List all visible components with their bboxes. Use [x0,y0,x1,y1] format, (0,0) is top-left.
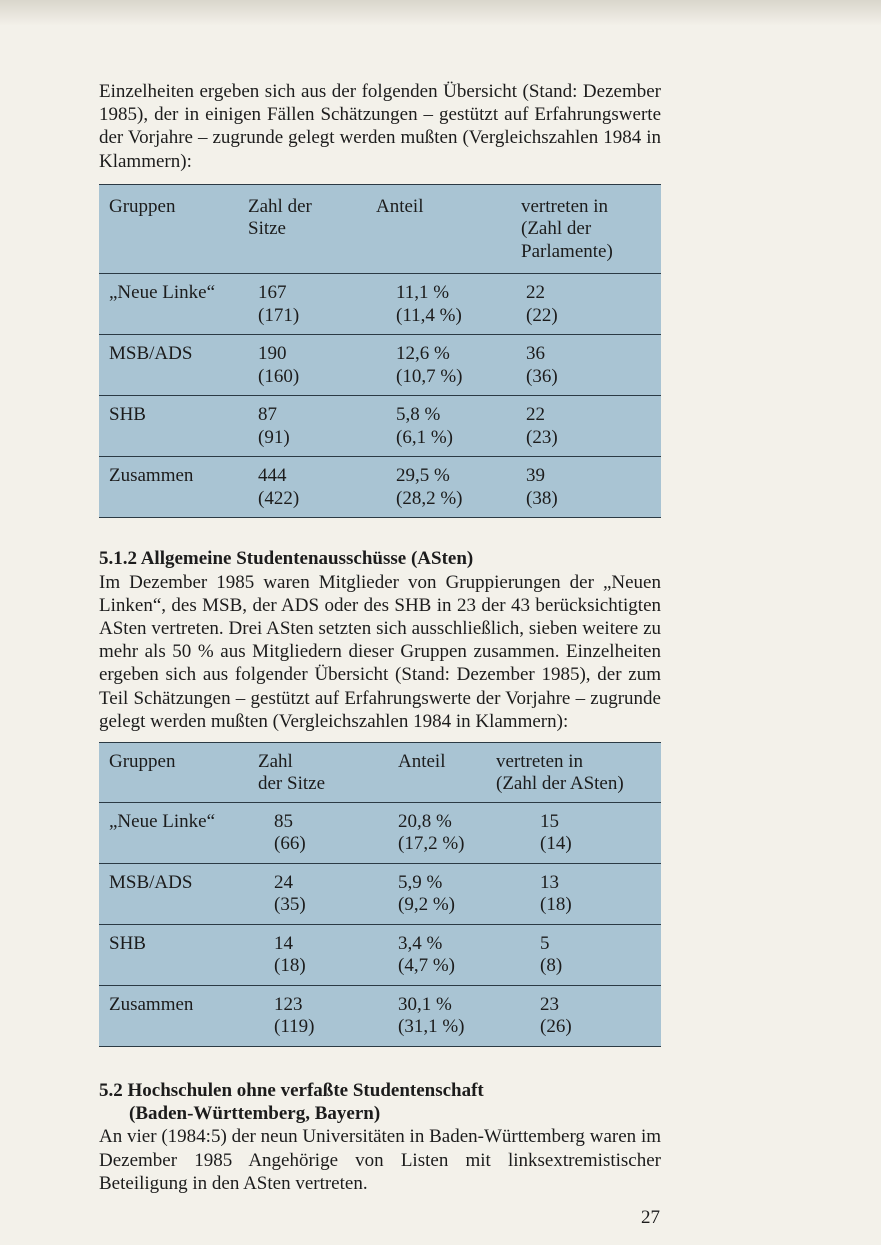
cell-share: 3,4 % (4,7 %) [398,932,455,977]
table-row [99,924,661,985]
cell-share: 5,9 % (9,2 %) [398,871,455,916]
cell-group: „Neue Linke“ [109,282,216,304]
header-sitze-line2: der Sitze [258,773,326,795]
cell-group: MSB/ADS [109,343,193,365]
header-anteil: Anteil [398,750,446,772]
cell-group: SHB [109,404,146,426]
table-asten [99,742,661,1047]
cell-group: Zusammen [109,465,194,487]
header-sitze-line2: Sitze [248,218,286,240]
intro-paragraph: Einzelheiten ergeben sich aus der folgenden Übersicht (Stand: Dezember 1985), der in einigen Fällen Schätzungen – gestützt auf Erfahrungswerte der Vorjahre – zugrunde gelegt werden mußten (Vergleichszahlen 1984 in Klammern): [99,81,661,172]
table-row [99,802,661,863]
cell-share: 29,5 % (28,2 %) [396,465,463,509]
header-vertreten-line2: (Zahl der [521,218,592,240]
cell-count: 23 (26) [540,993,572,1038]
header-vertreten-line1: vertreten in [496,750,584,772]
cell-seats: 167 (171) [258,282,300,326]
cell-share: 11,1 % (11,4 %) [396,282,462,326]
table-row [99,863,661,924]
cell-group: „Neue Linke“ [109,810,216,832]
cell-group: Zusammen [109,993,194,1015]
header-sitze-line1: Zahl [258,750,293,772]
header-sitze-line1: Zahl der [248,195,312,217]
page-content [99,80,661,1195]
section-heading-5-1-2: 5.1.2 Allgemeine Studentenausschüsse (ASten) [99,548,474,570]
cell-count: 39 (38) [526,465,558,509]
section-heading-5-2 [99,1079,661,1125]
header-vertreten-line1: vertreten in [521,195,609,217]
section-5-2-paragraph: An vier (1984:5) der neun Universitäten in Baden-Württemberg waren im Dezember 1985 Angehörige von Listen mit linksextremistischer Beteiligung in den ASten vertreten. [99,1126,661,1194]
header-anteil: Anteil [376,195,424,217]
header-vertreten [521,184,661,274]
table-row [99,274,661,335]
cell-count: 22 (22) [526,282,558,326]
cell-share: 30,1 % (31,1 %) [398,993,465,1038]
table-student-parliaments [99,184,661,519]
cell-group: SHB [109,932,146,954]
cell-count: 15 (14) [540,810,572,855]
section-5-1-2-paragraph: Im Dezember 1985 waren Mitglieder von Gruppierungen der „Neuen Linken“, des MSB, der ADS oder des SHB in 23 der 43 berücksichtigten ASten vertreten. Drei ASten setzten sich ausschließlich, sieben weitere zu mehr als 50 % aus Mitgliedern dieser Gruppen zusammen. Einzelheiten ergeben sich aus folgender Übersicht (Stand: Dezember 1985), der zum Teil Schätzungen – gestützt auf Erfahrungswerte der Vorjahre – zugrunde gelegt werden mußten (Vergleichszahlen 1984 in Klammern): [99,571,661,732]
cell-share: 5,8 % (6,1 %) [396,404,453,448]
cell-seats: 85 (66) [274,810,306,855]
cell-seats: 444 (422) [258,465,300,509]
header-sitze [248,184,376,274]
cell-seats: 87 (91) [258,404,290,448]
page-top-shade [0,0,881,26]
header-vertreten-line3: Parlamente) [521,240,613,262]
cell-share: 20,8 % (17,2 %) [398,810,465,855]
table-header-row [99,184,661,274]
header-vertreten-line2: (Zahl der ASten) [496,773,624,795]
section-heading-5-2-line1: 5.2 Hochschulen ohne verfaßte Studentenschaft [99,1079,484,1101]
table-row-total [99,985,661,1046]
header-sitze [258,742,398,802]
cell-seats: 24 (35) [274,871,306,916]
cell-seats: 123 (119) [274,993,315,1038]
header-vertreten [496,742,661,802]
cell-seats: 14 (18) [274,932,306,977]
header-gruppen: Gruppen [109,195,176,217]
table-row [99,335,661,396]
cell-count: 22 (23) [526,404,558,448]
cell-group: MSB/ADS [109,871,193,893]
section-heading-5-2-line2: (Baden-Württemberg, Bayern) [129,1103,381,1125]
cell-share: 12,6 % (10,7 %) [396,343,463,387]
table-row [99,396,661,457]
page-number: 27 [641,1207,660,1228]
header-gruppen: Gruppen [109,750,176,772]
cell-count: 36 (36) [526,343,558,387]
cell-seats: 190 (160) [258,343,300,387]
table-header-row [99,742,661,802]
cell-count: 13 (18) [540,871,572,916]
table-row-total [99,457,661,518]
cell-count: 5 (8) [540,932,563,977]
